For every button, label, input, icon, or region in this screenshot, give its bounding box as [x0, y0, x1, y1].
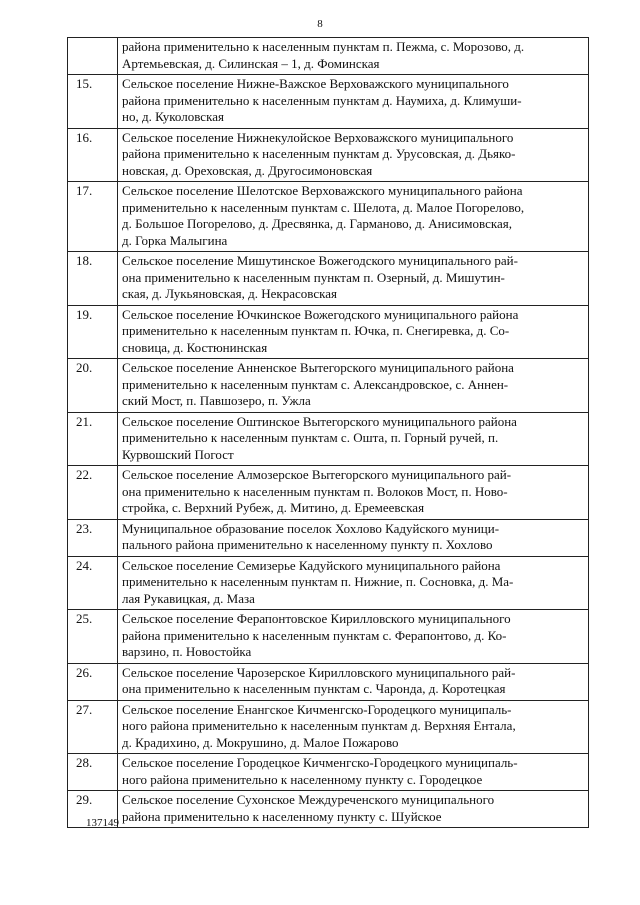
document-code: 137149: [86, 817, 119, 829]
row-text: [118, 791, 589, 828]
row-number: 15.: [68, 75, 118, 129]
row-number: 19.: [68, 305, 118, 359]
row-text-line: Сельское поселение Мишутинское Вожегодского муниципального рай-: [122, 253, 518, 268]
row-text-line: она применительно к населенным пунктам п. Волоков Мост, п. Ново-: [122, 483, 508, 499]
settlements-table: [67, 37, 589, 828]
row-text-line: она применительно к населенным пунктам с. Чаронда, д. Коротецкая: [122, 681, 506, 696]
row-text-line: применительно к населенным пунктам п. Нижние, п. Сосновка, д. Ма-: [122, 574, 514, 589]
row-text: [118, 519, 589, 556]
row-text-line: ский Мост, п. Павшозеро, п. Ужла: [122, 393, 311, 408]
row-number: 23.: [68, 519, 118, 556]
row-text-line: пального района применительно к населенному пункту п. Хохлово: [122, 537, 493, 552]
row-text: [118, 128, 589, 182]
row-text: [118, 38, 589, 75]
row-text-line: Сельское поселение Ючкинское Вожегодского муниципального района: [122, 306, 519, 322]
row-text-line: района применительно к населенным пунктам д. Наумиха, д. Климуши-: [122, 92, 522, 108]
row-text-line: ного района применительно к населенным пунктам д. Верхняя Ентала,: [122, 718, 516, 733]
row-text: [118, 466, 589, 520]
table-row: [68, 700, 589, 754]
row-number: 18.: [68, 252, 118, 306]
table-row: [68, 791, 589, 828]
row-text-line: применительно к населенным пунктам с. Ошта, п. Горный ручей, п.: [122, 430, 499, 445]
row-text-line: д. Большое Погорелово, д. Дресвянка, д. Гарманово, д. Анисимовская,: [122, 216, 512, 231]
row-text-line: применительно к населенным пунктам п. Ючка, п. Снегиревка, д. Со-: [122, 323, 510, 338]
row-text-line: Сельское поселение Городецкое Кичменгско-Городецкого муниципаль-: [122, 755, 518, 770]
row-text-line: района применительно к населенному пункту с. Шуйское: [122, 808, 442, 824]
row-number: 16.: [68, 128, 118, 182]
row-text: [118, 663, 589, 700]
table-row: [68, 412, 589, 466]
row-text: [118, 75, 589, 129]
row-text-line: Сельское поселение Енангское Кичменгско-Городецкого муниципаль-: [122, 701, 512, 717]
row-number: 26.: [68, 663, 118, 700]
table-row: [68, 252, 589, 306]
row-text-line: Сельское поселение Нижнекулойское Верховажского муниципального: [122, 129, 514, 145]
row-text-line: района применительно к населенным пунктам д. Урусовская, д. Дьяко-: [122, 146, 516, 161]
row-text-line: Артемьевская, д. Силинская – 1, д. Фоминская: [122, 55, 380, 71]
table-row: [68, 610, 589, 664]
page-number: 8: [317, 18, 323, 30]
row-text-line: Муниципальное образование поселок Хохлово Кадуйского муници-: [122, 520, 500, 536]
row-text: [118, 754, 589, 791]
row-text: [118, 359, 589, 413]
table-row: [68, 305, 589, 359]
table-row: [68, 128, 589, 182]
row-text: [118, 700, 589, 754]
row-text-line: Сельское поселение Нижне-Важское Верховажского муниципального: [122, 76, 509, 91]
row-text-line: варзино, п. Новостойка: [122, 644, 252, 659]
row-text: [118, 412, 589, 466]
row-number: 25.: [68, 610, 118, 664]
row-text-line: Сельское поселение Чарозерское Кирилловского муниципального рай-: [122, 664, 516, 680]
row-text-line: применительно к населенным пунктам с. Александровское, с. Аннен-: [122, 376, 509, 392]
row-text-line: ская, д. Лукьяновская, д. Некрасовская: [122, 286, 337, 301]
row-text-line: района применительно к населенным пунктам п. Пежма, с. Морозово, д.: [122, 39, 525, 54]
row-text: [118, 182, 589, 252]
row-text-line: Курвошский Погост: [122, 446, 234, 462]
row-number: 20.: [68, 359, 118, 413]
row-text-line: Сельское поселение Шелотское Верховажского муниципального района: [122, 183, 523, 198]
table-row: [68, 754, 589, 791]
table-row: [68, 519, 589, 556]
row-number: [68, 38, 118, 75]
row-number: 27.: [68, 700, 118, 754]
row-text-line: Сельское поселение Ферапонтовское Кирилловского муниципального: [122, 611, 511, 626]
row-text: [118, 305, 589, 359]
row-text-line: района применительно к населенным пунктам с. Ферапонтово, д. Ко-: [122, 627, 507, 643]
table-row: [68, 75, 589, 129]
row-text-line: д. Горка Малыгина: [122, 232, 228, 248]
row-text-line: она применительно к населенным пунктам п. Озерный, д. Мишутин-: [122, 269, 505, 285]
table-row: [68, 182, 589, 252]
row-text-line: лая Рукавицкая, д. Маза: [122, 590, 255, 606]
row-text-line: применительно к населенным пунктам с. Шелота, д. Малое Погорелово,: [122, 199, 525, 215]
row-number: 17.: [68, 182, 118, 252]
row-text-line: стройка, с. Верхний Рубеж, д. Митино, д. Еремеевская: [122, 500, 425, 515]
row-number: 22.: [68, 466, 118, 520]
table-row: [68, 556, 589, 610]
row-number: 21.: [68, 412, 118, 466]
row-number: 28.: [68, 754, 118, 791]
row-text-line: Сельское поселение Анненское Вытегорского муниципального района: [122, 360, 514, 375]
table-row: [68, 359, 589, 413]
row-text-line: новская, д. Ореховская, д. Другосимоновская: [122, 162, 373, 178]
row-text-line: но, д. Куколовская: [122, 109, 224, 124]
row-text-line: д. Крадихино, д. Мокрушино, д. Малое Пожарово: [122, 734, 399, 750]
row-text-line: сновица, д. Костюнинская: [122, 339, 268, 355]
table-body: [68, 38, 589, 828]
row-number: 24.: [68, 556, 118, 610]
table-row: [68, 466, 589, 520]
table-row: [68, 38, 589, 75]
row-number: 29.: [68, 791, 118, 828]
row-text: [118, 610, 589, 664]
row-text-line: ного района применительно к населенному пункту с. Городецкое: [122, 771, 483, 787]
row-text: [118, 252, 589, 306]
row-text-line: Сельское поселение Сухонское Междуреченского муниципального: [122, 792, 495, 807]
row-text-line: Сельское поселение Оштинское Вытегорского муниципального района: [122, 413, 517, 429]
row-text-line: Сельское поселение Семизерье Кадуйского муниципального района: [122, 557, 501, 573]
table-row: [68, 663, 589, 700]
row-text-line: Сельское поселение Алмозерское Вытегорского муниципального рай-: [122, 467, 512, 482]
row-text: [118, 556, 589, 610]
